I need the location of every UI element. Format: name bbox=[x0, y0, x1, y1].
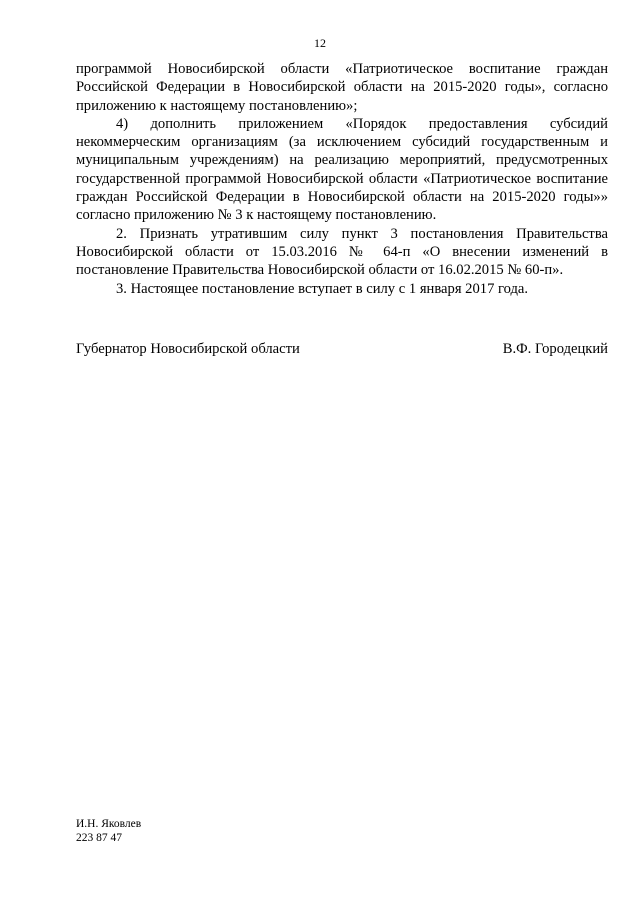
executor-name: И.Н. Яковлев bbox=[76, 818, 142, 830]
signatory-position: Губернатор Новосибирской области bbox=[76, 341, 300, 357]
paragraph-item-3: 3. Настоящее постановление вступает в силу с 1 января 2017 года. bbox=[116, 280, 529, 297]
paragraph-continuation: программой Новосибирской области «Патриотическое воспитание граждан Российской Федерации в Новосибирской области на 2015-2020 годы», согласно приложению к настоящему постановлению»; bbox=[76, 61, 608, 114]
paragraph-item-4: 4) дополнить приложением «Порядок предоставления субсидий некоммерческим организациям (за исключением субсидий государственным и муниципальным учреждениям) на реализацию мероприятий, предусмотренных государственной программой Новосибирской области «Патриотическое воспитание граждан Российской Федерации в Новосибирской области на 2015-2020 годы»» согласно приложению № 3 к настоящему постановлению. bbox=[76, 115, 608, 224]
paragraph-item-2: 2. Признать утратившим силу пункт 3 постановления Правительства Новосибирской области от 15.03.2016 № 64-п «О внесении изменений в постановление Правительства Новосибирской области от 16.02.2015 № 60-п». bbox=[76, 225, 608, 279]
page-number: 12 bbox=[314, 36, 326, 50]
document-body bbox=[76, 60, 608, 298]
signatory-name: В.Ф. Городецкий bbox=[502, 341, 608, 357]
signature-block bbox=[76, 340, 608, 358]
executor-phone: 223 87 47 bbox=[76, 831, 122, 844]
executor-footer bbox=[76, 818, 141, 845]
